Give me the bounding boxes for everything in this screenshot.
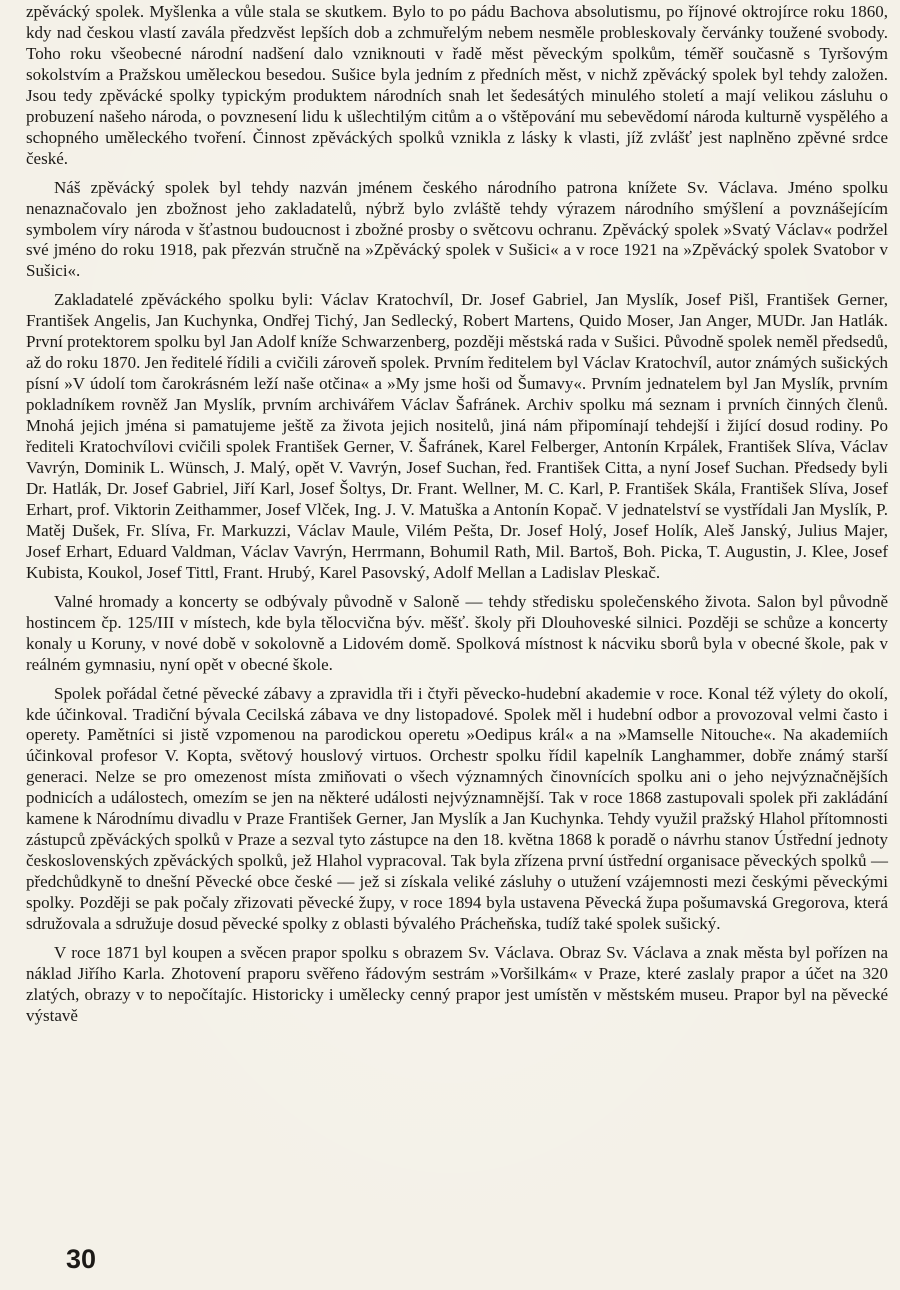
paragraph-1: zpěvácký spolek. Myšlenka a vůle stala se skutkem. Bylo to po pádu Bachova absolutismu, po říjnové oktrojírce roku 1860, kdy nad českou vlastí zavála předzvěst lepších dob a zchmuřelým nebem nesměle probleskovaly červánky toužené svobody. Toho roku všeobecné národní nadšení dalo vzniknouti v řadě měst pěveckým spolkům, téměř současně s Tyršovým sokolstvím a Pražskou uměleckou besedou. Sušice byla jedním z předních měst, v nichž zpěvácký spolek byl tehdy založen. Jsou tedy zpěvácké spolky typickým produktem národních snah let šedesátých minulého století a mají velikou zásluhu o probuzení našeho národa, o povznesení lidu k ušlechtilým citům a o vštěpování mu sebevědomí národa kulturně vyspělého a schopného uměleckého tvoření. Činnost zpěváckých spolků vznikla z lásky k vlasti, jíž zvlášť jest naplněno zpěvné srdce české.	[26, 2, 888, 168]
page-number: 30	[66, 1244, 97, 1274]
paragraph-2: Náš zpěvácký spolek byl tehdy nazván jménem českého národního patrona knížete Sv. Václava. Jméno spolku nenaznačovalo jen zbožnost jeho zakladatelů, nýbrž bylo zvláště tehdy výrazem národního smýšlení a povznášejícím symbolem víry národa v šťastnou budoucnost i zbožné prosby o světcovu ochranu. Zpěvácký spolek »Svatý Václav« podržel své jméno do roku 1918, pak přezván stručně na »Zpěvácký spolek v Sušici« a v roce 1921 na »Zpěvácký spolek Svatobor v Sušici«.	[26, 177, 888, 281]
body-text	[26, 2, 888, 1035]
paragraph-3: Zakladatelé zpěváckého spolku byli: Václav Kratochvíl, Dr. Josef Gabriel, Jan Myslík, Josef Pišl, František Gerner, František Angelis, Jan Kuchynka, Ondřej Tichý, Jan Sedlecký, Robert Martens, Quido Moser, Jan Anger, MUDr. Jan Hatlák. První protektorem spolku byl Jan Adolf kníže Schwarzenberg, později městská rada v Sušici. Původně spolek neměl předsedů, až do roku 1870. Jen ředitelé řídili a cvičili zároveň spolek. Prvním ředitelem byl Václav Kratochvíl, autor známých sušických písní »V údolí tom čarokrásném leží naše otčina« a »My jsme hoši od Šumavy«. Prvním jednatelem byl Jan Myslík, prvním pokladníkem rovněž Jan Myslík, prvním archivářem Václav Šafránek. Archiv spolku má seznam i prvních činných členů. Mnohá jejich jména si pamatujeme ještě za života jejich nositelů, jiná nám připomínají tehdejší i žijící dosud rodiny. Po řediteli Kratochvílovi cvičili spolek František Gerner, V. Šafránek, Karel Felberger, Antonín Krpálek, František Slíva, Václav Vavrýn, Dominik L. Wünsch, J. Malý, opět V. Vavrýn, Josef Suchan, řed. František Citta, a nyní Josef Suchan. Předsedy byli Dr. Hatlák, Dr. Josef Gabriel, Jiří Karl, Josef Šoltys, Dr. Frant. Wellner, M. C. Karl, P. František Skála, František Slíva, Josef Erhart, prof. Viktorin Zeithammer, Josef Vlček, Ing. J. V. Matuška a Antonín Kopač. V jednatelství se vystřídali Jan Myslík, P. Matěj Dušek, Fr. Slíva, Fr. Markuzzi, Václav Maule, Vilém Pešta, Dr. Josef Holý, Josef Holík, Aleš Janský, Julius Majer, Josef Erhart, Eduard Valdman, Václav Vavrýn, Herrmann, Bohumil Rath, Mil. Bartoš, Boh. Picka, T. Augustin, J. Klee, Josef Kubista, Koukol, Josef Tittl, Frant. Hrubý, Karel Pasovský, Adolf Mellan a Ladislav Pleskač.	[26, 290, 888, 582]
paragraph-4: Valné hromady a koncerty se odbývaly původně v Saloně — tehdy středisku společenského života. Salon byl původně hostincem čp. 125/III v místech, kde byla tělocvična býv. měšť. školy při Dlouhoveské silnici. Později se schůze a koncerty konaly u Koruny, v nové době v sokolovně a Lidovém domě. Spolková místnost k nácviku sborů byla v obecné škole, pak v reálném gymnasiu, nyní opět v obecné škole.	[26, 591, 888, 674]
paragraph-5: Spolek pořádal četné pěvecké zábavy a zpravidla tři i čtyři pěvecko-hudební akademie v roce. Konal též výlety do okolí, kde účinkoval. Tradiční bývala Cecilská zábava ve dny listopadové. Spolek měl i hudební odbor a provozoval velmi často i operety. Pamětníci si jistě vzpomenou na parodickou operetu »Oedipus král« a na »Mamselle Nitouche«. Na akademiích účinkoval profesor V. Kopta, světový houslový virtuos. Orchestr spolku řídil kapelník Langhammer, dobře známý starší generaci. Nelze se pro omezenost místa zmiňovati o všech významných činovnících spolku ani o jeho nejvýznačnějších podnicích a událostech, omezím se jen na některé události nejvýznamnější. Tak v roce 1868 zastupovali spolek při zakládání kamene k Národnímu divadlu v Praze František Gerner, Jan Myslík a Jan Kuchynka. Tehdy využil pražský Hlahol přítomnosti zástupců zpěváckých spolků v Praze a sezval tyto zástupce na den 18. května 1868 k poradě o návrhu stanov Ústřední jednoty československých zpěváckých spolků, jež Hlahol vypracoval. Tak byla zřízena první ústřední organisace pěveckých spolků — předchůdkyně to dnešní Pěvecké obce české — jež si získala veliké zásluhy o utužení vzájemnosti mezi českými pěveckými spolky. Později se pak počaly zřizovati pěvecké župy, v roce 1894 byla ustavena Pěvecká župa pošumavská Gregorova, která sdružovala a sdružuje dosud pěvecké spolky z oblasti bývalého Prácheňska, tudíž také spolek sušický.	[26, 683, 888, 934]
paragraph-6: V roce 1871 byl koupen a svěcen prapor spolku s obrazem Sv. Václava. Obraz Sv. Václava a znak města byl pořízen na náklad Jiřího Karla. Zhotovení praporu svěřeno řádovým sestrám »Voršilkám« v Praze, které zaslaly prapor a účet na 320 zlatých, obrazy v to nepočítajíc. Historicky i umělecky cenný prapor jest umístěn v městském museu. Prapor byl na pěvecké výstavě	[26, 942, 888, 1025]
